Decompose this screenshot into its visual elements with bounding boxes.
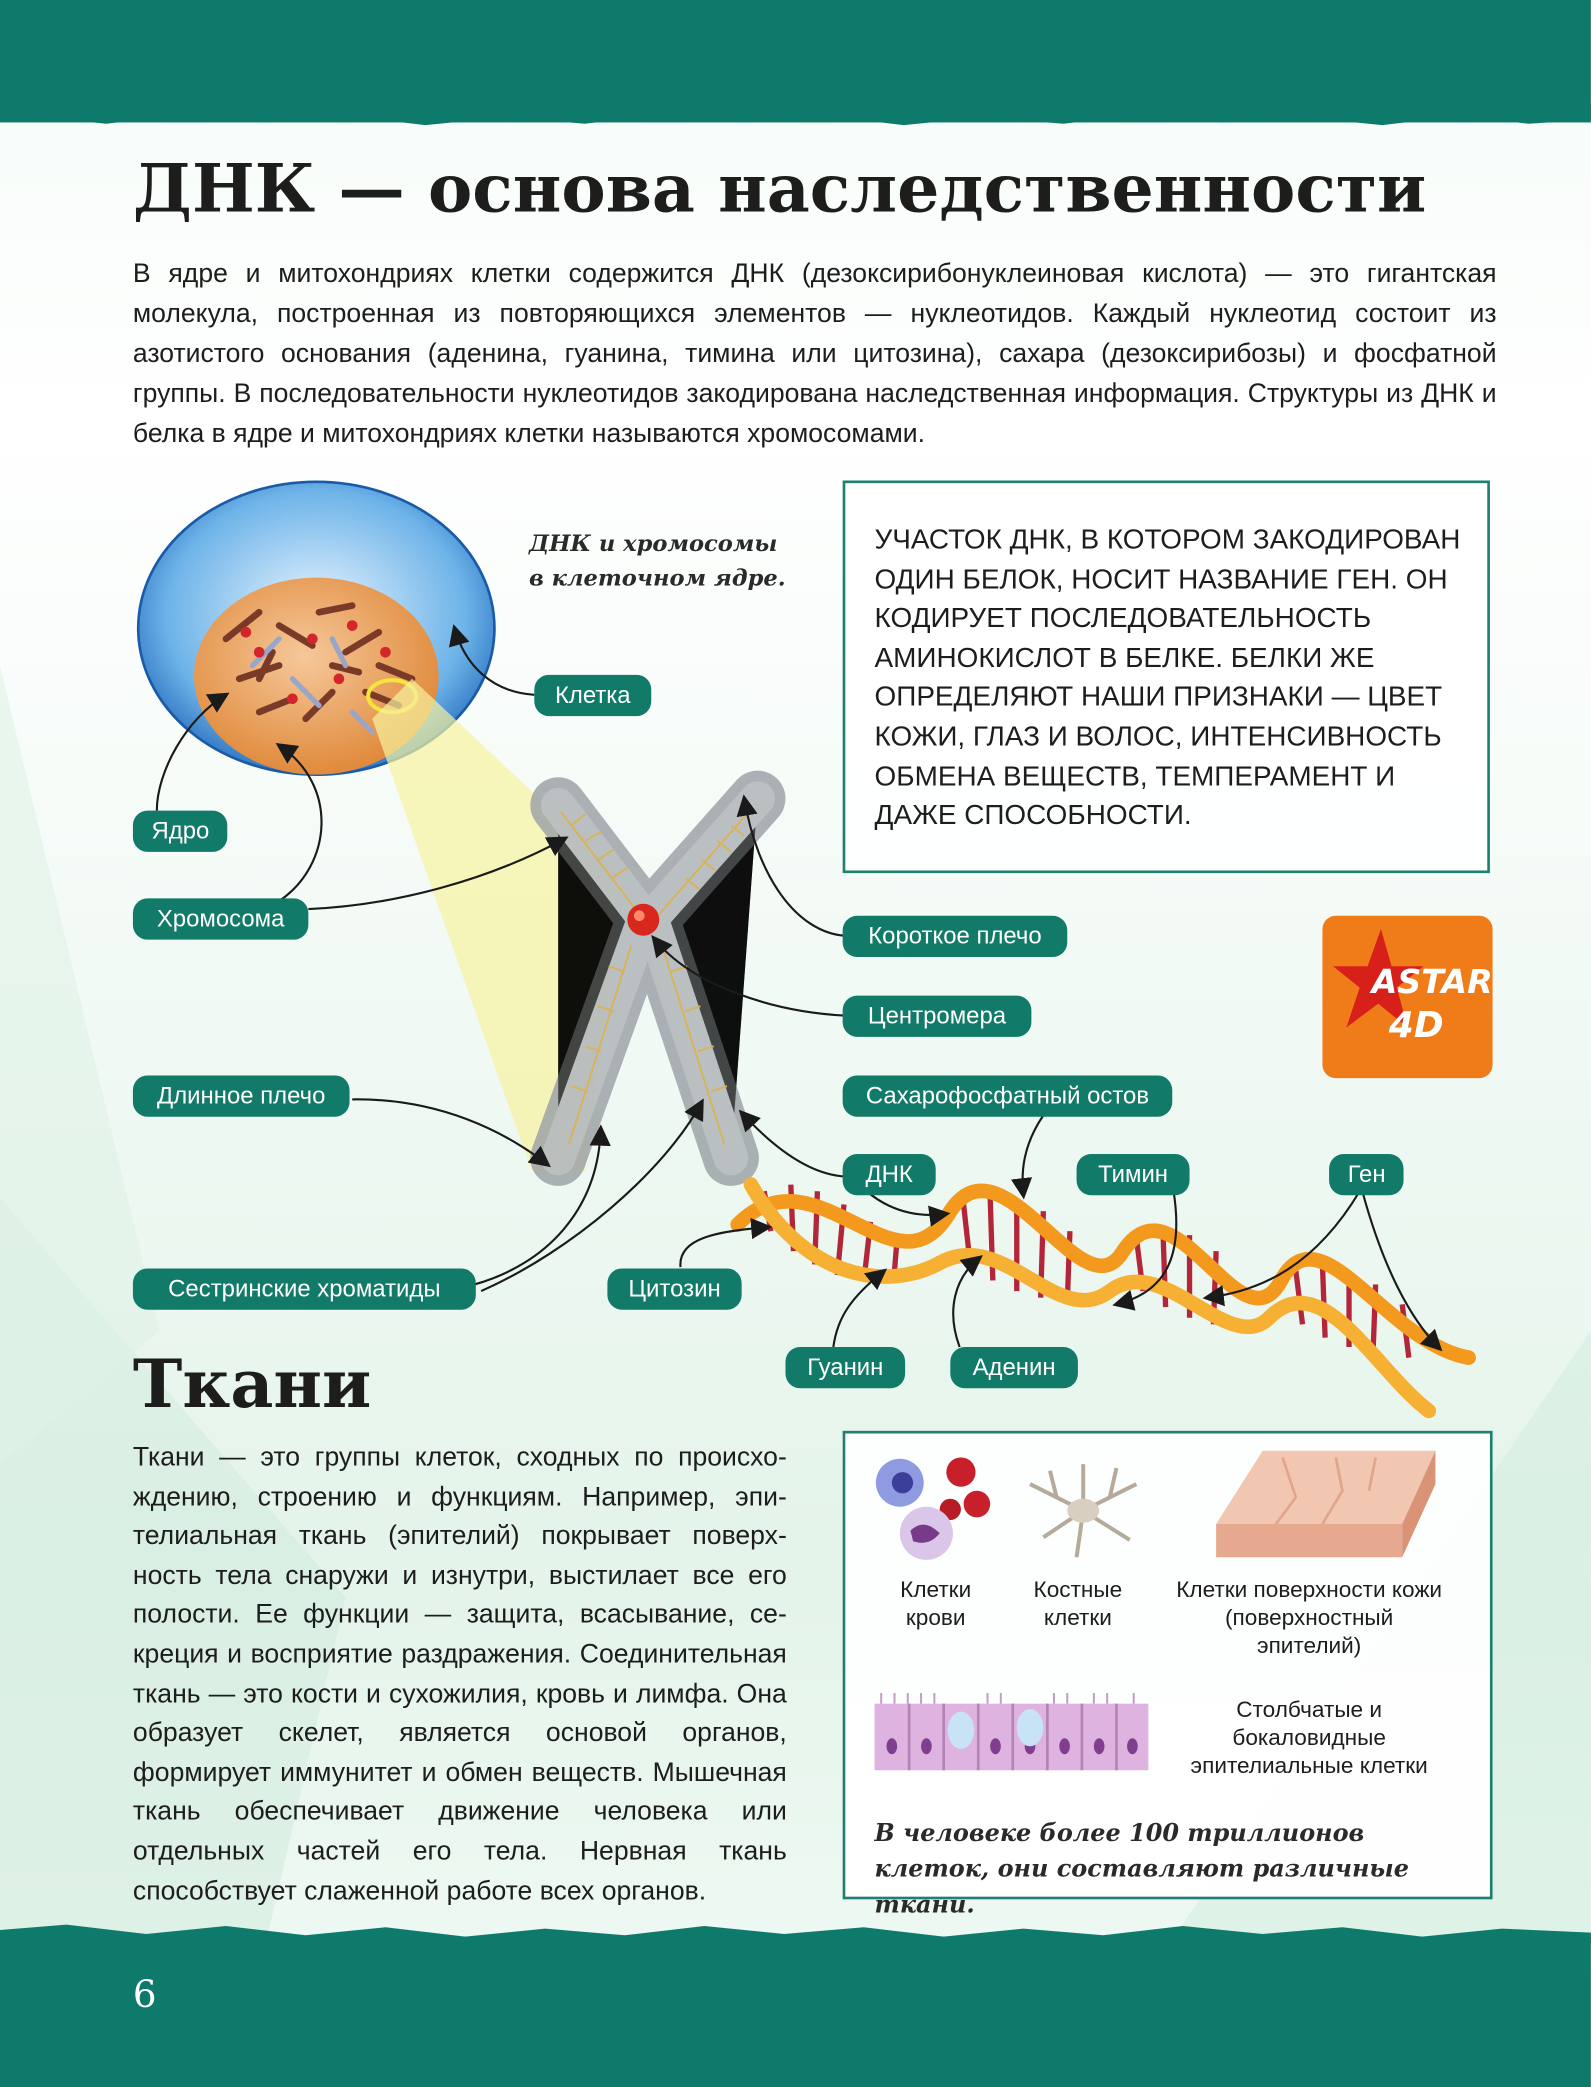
skin-cells-label: Клетки поверхности кожи (поверхностный эпителий) bbox=[1176, 1577, 1443, 1659]
tissues-title: Ткани bbox=[132, 1344, 372, 1423]
bone-cells-label: Костные клетки bbox=[1033, 1577, 1123, 1631]
tissues-paragraph: Ткани — это группы клеток, сходных по происхождению, строению и функциям. Например, эпителиальная ткань (эпителий) покрывает поверхность тела снаружи и изнутри, выстилает все его полости. Ее функции — защита, всасывание, секреция и восприятие раздражения. Соединительная ткань — это кости и сухожилия, кровь и лимфа. Она образует скелет, является основой органов, формирует иммунитет и обмен веществ. Мышечная ткань обеспечивает движение человека или отдельных частей его тела. Нервная ткань способствует слаженной работе всех органов. bbox=[132, 1442, 787, 1906]
label-dna: ДНК bbox=[843, 1154, 936, 1195]
label-long-arm: Длинное плечо bbox=[133, 1075, 350, 1116]
logo-text-4d: 4D bbox=[1388, 1004, 1444, 1047]
label-sister-chromatids: Сестринские хроматиды bbox=[133, 1268, 476, 1309]
label-sugar-phosphate-backbone: Сахарофосфатный остов bbox=[843, 1075, 1173, 1116]
diagram-caption: ДНК и хромосомы в клеточном ядре. bbox=[528, 531, 786, 593]
bone-cells-icon bbox=[1017, 1457, 1150, 1563]
columnar-cells-icon bbox=[875, 1693, 1149, 1776]
label-cell: Клетка bbox=[534, 675, 651, 716]
blood-cells-icon bbox=[871, 1451, 1004, 1571]
gene-info-text: УЧАСТОК ДНК, В КОТОРОМ ЗАКОДИРОВАН ОДИН БЕЛОК, НОСИТ НАЗВАНИЕ ГЕН. ОН КОДИРУЕТ ПОСЛЕДОВАТЕЛЬНОСТЬ АМИНОКИСЛОТ В БЕЛКЕ. БЕЛКИ ЖЕ ОПРЕДЕЛЯЮТ НАШИ ПРИЗНАКИ — ЦВЕТ КОЖИ, ГЛАЗ И ВОЛОС, ИНТЕНСИВНОСТЬ ОБМЕНА ВЕЩЕСТВ, ТЕМПЕРАМЕНТ И ДАЖЕ СПОСОБНОСТИ. bbox=[874, 524, 1461, 831]
logo-text-astar: ASTAR bbox=[1371, 962, 1493, 1001]
label-guanine: Гуанин bbox=[785, 1347, 905, 1388]
bottom-torn-edge bbox=[0, 1917, 1591, 1944]
intro-paragraph: В ядре и митохондриях клетки содержится ДНК (дезоксирибонуклеиновая кислота) — это гигантская молекула, построенная из повторяющихся элементов — нуклеотидов. Каждый нуклеотид состоит из азотистого основания (аденина, гуанина, тимина или цитозина), сахара (дезоксирибозы) и фосфатной группы. В последовательности нуклеотидов закодирована наследственная информация. Структуры из ДНК и белка в ядре и митохондриях клетки называются хромосомами. bbox=[132, 259, 1497, 449]
label-adenine: Аденин bbox=[950, 1347, 1078, 1388]
label-gene: Ген bbox=[1329, 1154, 1403, 1195]
columnar-cells-label: Столбчатые и бокаловидные эпителиальные клетки bbox=[1190, 1697, 1428, 1779]
blood-cells-label: Клетки крови bbox=[900, 1577, 972, 1631]
label-short-arm: Короткое плечо bbox=[843, 916, 1068, 957]
label-nucleus: Ядро bbox=[133, 811, 227, 852]
label-thymine: Тимин bbox=[1077, 1154, 1190, 1195]
label-chromosome: Хромосома bbox=[133, 898, 308, 939]
label-cytosine: Цитозин bbox=[607, 1268, 741, 1309]
cells-caption: В человеке более 100 триллионов клеток, они составляют различные ткани. bbox=[874, 1819, 1409, 1920]
page-title: ДНК — основа наследственности bbox=[132, 149, 1427, 228]
label-centromere: Центромера bbox=[843, 996, 1032, 1037]
skin-cells-icon bbox=[1216, 1451, 1435, 1564]
page-number: 6 bbox=[132, 1972, 157, 2017]
bottom-band bbox=[0, 1937, 1591, 2087]
